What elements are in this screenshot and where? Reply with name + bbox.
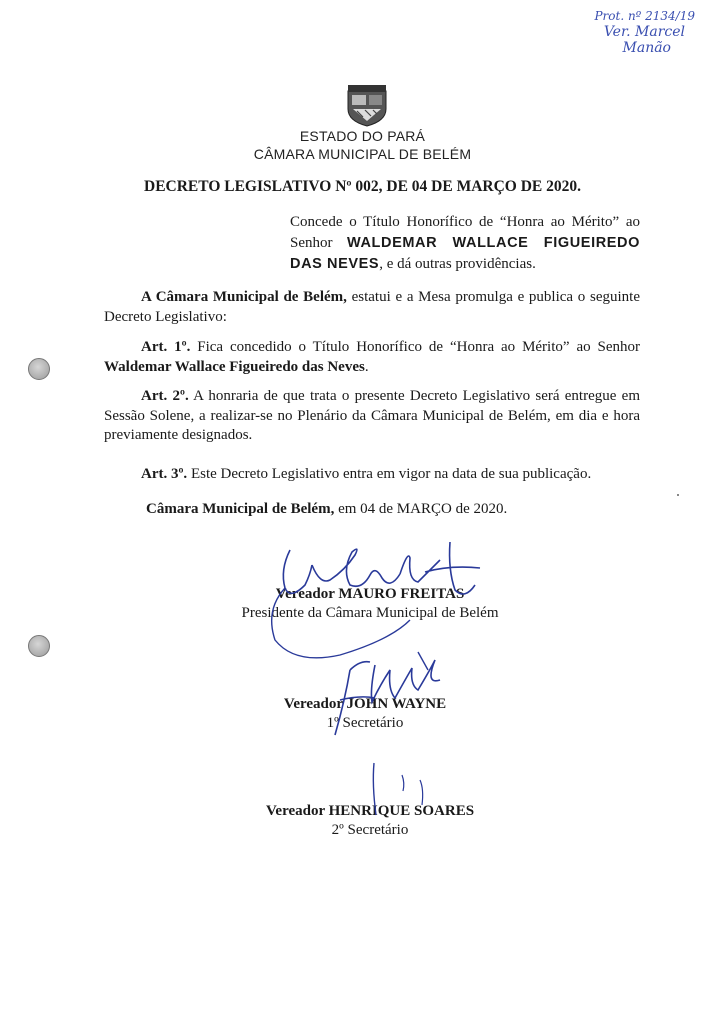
signatory-role: Presidente da Câmara Municipal de Belém — [241, 605, 499, 621]
article-1-end: . — [364, 358, 369, 375]
article-1 — [104, 338, 640, 377]
signature-block-first-secretary — [230, 695, 500, 733]
closing-date: em 04 de MARÇO de 2020. — [334, 501, 508, 517]
scan-speck — [677, 494, 679, 496]
article-3 — [104, 465, 640, 485]
closing-place: Câmara Municipal de Belém, — [146, 501, 335, 517]
signatory-role: 1º Secretário — [326, 715, 404, 731]
handnote-line-1: Prot. nº 2134/19 — [594, 9, 695, 23]
signature-block-second-secretary — [210, 802, 530, 840]
decree-title: DECRETO LEGISLATIVO Nº 002, DE 04 DE MARÇO DE 2020. — [144, 178, 581, 195]
summary-text-before: Concede o Título Honorífico de “Honra ao Mérito” ao Senhor — [290, 214, 640, 251]
punch-hole — [28, 358, 50, 380]
signatory-role: 2º Secretário — [331, 822, 409, 838]
article-1-label: Art. 1º. — [141, 339, 191, 355]
article-1-honoree: Waldemar Wallace Figueiredo das Neves — [104, 358, 365, 375]
article-3-text: Este Decreto Legislativo entra em vigor na data de sua publicação. — [187, 466, 592, 482]
preamble-paragraph — [104, 288, 640, 327]
closing-line — [104, 500, 682, 520]
decree-summary — [290, 212, 640, 275]
preamble-bold: A Câmara Municipal de Belém, — [141, 289, 347, 305]
summary-text-after: , e dá outras providências. — [379, 256, 536, 272]
handwritten-protocol-note — [555, 8, 695, 56]
summary-honoree: WALDEMAR WALLACE FIGUEIREDO DAS NEVES — [290, 235, 640, 272]
signatory-name: Vereador HENRIQUE SOARES — [265, 803, 475, 819]
signatory-name: Vereador MAURO FREITAS — [275, 586, 465, 602]
coat-of-arms-icon — [345, 83, 389, 127]
preamble-text: estatui e a Mesa promulga e publica o seguinte Decreto Legislativo: — [104, 289, 640, 325]
signature-block-president — [190, 585, 550, 623]
article-1-text: Fica concedido o Título Honorífico de “Honra ao Mérito” ao Senhor — [190, 339, 640, 355]
article-3-label: Art. 3º. — [141, 466, 188, 482]
signatory-name: Vereador JOHN WAYNE — [283, 696, 447, 712]
punch-hole — [28, 635, 50, 657]
state-header: ESTADO DO PARÁ — [299, 128, 426, 144]
handnote-line-3: Manão — [622, 40, 671, 56]
chamber-header: CÂMARA MUNICIPAL DE BELÉM — [253, 146, 472, 162]
handnote-line-2: Ver. Marcel — [603, 24, 685, 40]
article-2-text: A honraria de que trata o presente Decreto Legislativo será entregue em Sessão Solene, a realizar-se no Plenário da Câmara Municipal de Belém, em dia e hora previamente designados. — [104, 388, 640, 443]
article-2 — [104, 387, 640, 446]
article-2-label: Art. 2º. — [141, 388, 189, 404]
